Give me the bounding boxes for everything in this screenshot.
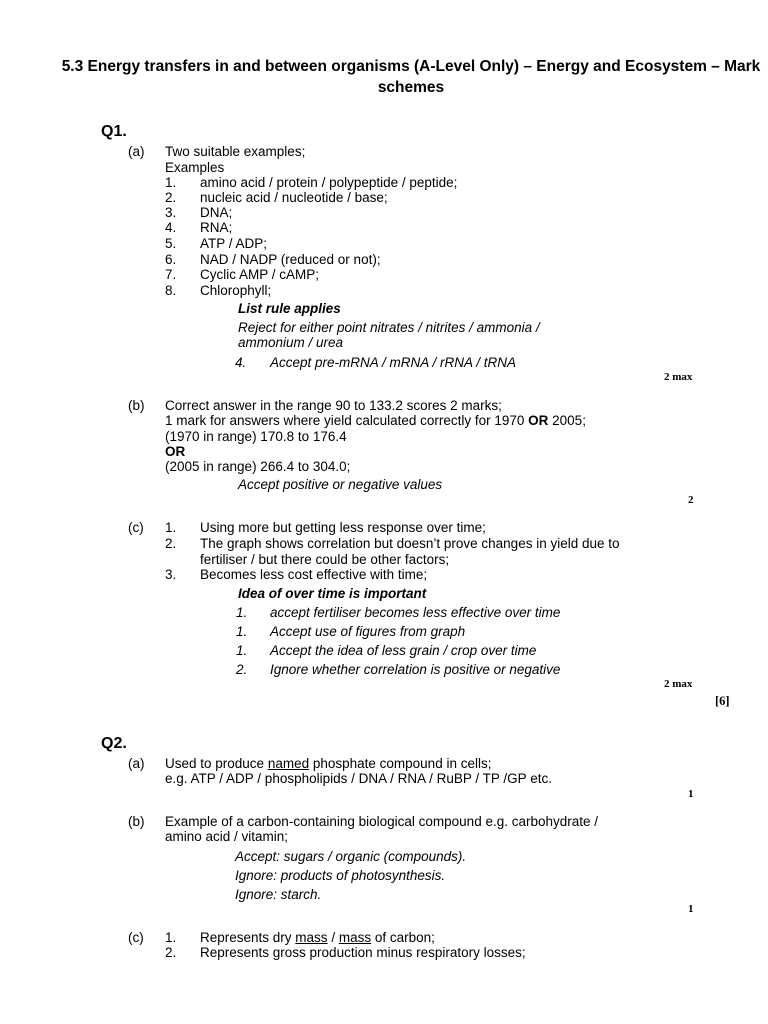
list-item-number: 4. [165, 220, 177, 235]
list-item-number: 3. [165, 567, 177, 582]
q1b-line-3: (1970 in range) 170.8 to 176.4 [165, 429, 347, 444]
list-item: Using more but getting less response over time; [200, 520, 486, 535]
list-item: Represents gross production minus respiratory losses; [200, 945, 526, 960]
list-item: Cyclic AMP / cAMP; [200, 267, 320, 282]
q1a-reject-note: Reject for either point nitrates / nitrites / ammonia / [238, 320, 540, 335]
q1b-marks: 2 [688, 494, 694, 506]
q1b-accept-note: Accept positive or negative values [238, 477, 443, 492]
q1c-marks: 2 max [664, 678, 693, 690]
note-item: Accept use of figures from graph [270, 624, 466, 639]
q1-total-marks: [6] [715, 694, 730, 708]
note-item: Accept: sugars / organic (compounds). [235, 849, 467, 864]
question-2-label: Q2. [101, 735, 127, 752]
list-item: nucleic acid / nucleotide / base; [200, 190, 388, 205]
q2b-line-2: amino acid / vitamin; [165, 829, 289, 844]
list-item-number: 3. [165, 205, 177, 220]
note-item: accept fertiliser becomes less effective over time [270, 605, 561, 620]
list-item-number: 2. [165, 190, 177, 205]
list-item: DNA; [200, 205, 233, 220]
list-item-number: 1. [165, 520, 177, 535]
list-item-continuation: fertiliser / but there could be other factors; [200, 552, 450, 567]
list-item: ATP / ADP; [200, 236, 268, 251]
q1a-examples-heading: Examples [165, 160, 225, 175]
q1a-list-rule: List rule applies [238, 301, 341, 316]
note-number: 1. [236, 624, 248, 639]
q2b-label: (b) [128, 814, 145, 829]
q2a-line-2: e.g. ATP / ADP / phospholipids / DNA / RNA / RuBP / TP /GP etc. [165, 771, 552, 786]
q1a-intro: Two suitable examples; [165, 144, 306, 159]
list-item-number: 1. [165, 930, 177, 945]
page-title: 5.3 Energy transfers in and between organisms (A-Level Only) – Energy and Ecosystem – Mark schemes [61, 58, 761, 96]
list-item-number: 7. [165, 267, 177, 282]
list-item: Represents dry mass / mass of carbon; [200, 930, 435, 945]
list-item-number: 1. [165, 175, 177, 190]
q2c-label: (c) [128, 930, 144, 945]
list-item-number: 2. [165, 945, 177, 960]
note-number: 1. [236, 605, 248, 620]
q1b-label: (b) [128, 398, 145, 413]
note-number: 1. [236, 643, 248, 658]
q1a-label: (a) [128, 144, 145, 159]
q1b-line-5: (2005 in range) 266.4 to 304.0; [165, 459, 351, 474]
list-item: The graph shows correlation but doesn’t prove changes in yield due to [200, 536, 620, 551]
q1a-marks: 2 max [664, 371, 693, 383]
q2b-marks: 1 [688, 903, 694, 915]
list-item: amino acid / protein / polypeptide / peptide; [200, 175, 458, 190]
list-item: NAD / NADP (reduced or not); [200, 252, 381, 267]
q1c-idea-heading: Idea of over time is important [238, 586, 427, 601]
list-item-number: 8. [165, 283, 177, 298]
q2a-marks: 1 [688, 788, 694, 800]
note-item: Ignore whether correlation is positive or negative [270, 662, 561, 677]
q2a-label: (a) [128, 756, 145, 771]
q2a-line-1: Used to produce named phosphate compound in cells; [165, 756, 492, 771]
list-item-number: 5. [165, 236, 177, 251]
q1b-or: OR [165, 444, 186, 459]
note-item: Ignore: products of photosynthesis. [235, 868, 446, 883]
list-item: Becomes less cost effective with time; [200, 567, 428, 582]
q1a-accept-note: Accept pre-mRNA / mRNA / rRNA / tRNA [270, 355, 517, 370]
q1b-line-1: Correct answer in the range 90 to 133.2 scores 2 marks; [165, 398, 502, 413]
list-item: RNA; [200, 220, 233, 235]
q1a-reject-note-continued: ammonium / urea [238, 335, 344, 350]
list-item-number: 2. [165, 536, 177, 551]
note-item: Accept the idea of less grain / crop over time [270, 643, 537, 658]
list-item: Chlorophyll; [200, 283, 272, 298]
note-number: 2. [236, 662, 248, 677]
q1b-line-2: 1 mark for answers where yield calculated correctly for 1970 OR 2005; [165, 413, 586, 428]
note-item: Ignore: starch. [235, 887, 322, 902]
q1a-accept-number: 4. [235, 355, 247, 370]
q1c-label: (c) [128, 520, 144, 535]
question-1-label: Q1. [101, 123, 127, 140]
list-item-number: 6. [165, 252, 177, 267]
q2b-line-1: Example of a carbon-containing biological compound e.g. carbohydrate / [165, 814, 599, 829]
